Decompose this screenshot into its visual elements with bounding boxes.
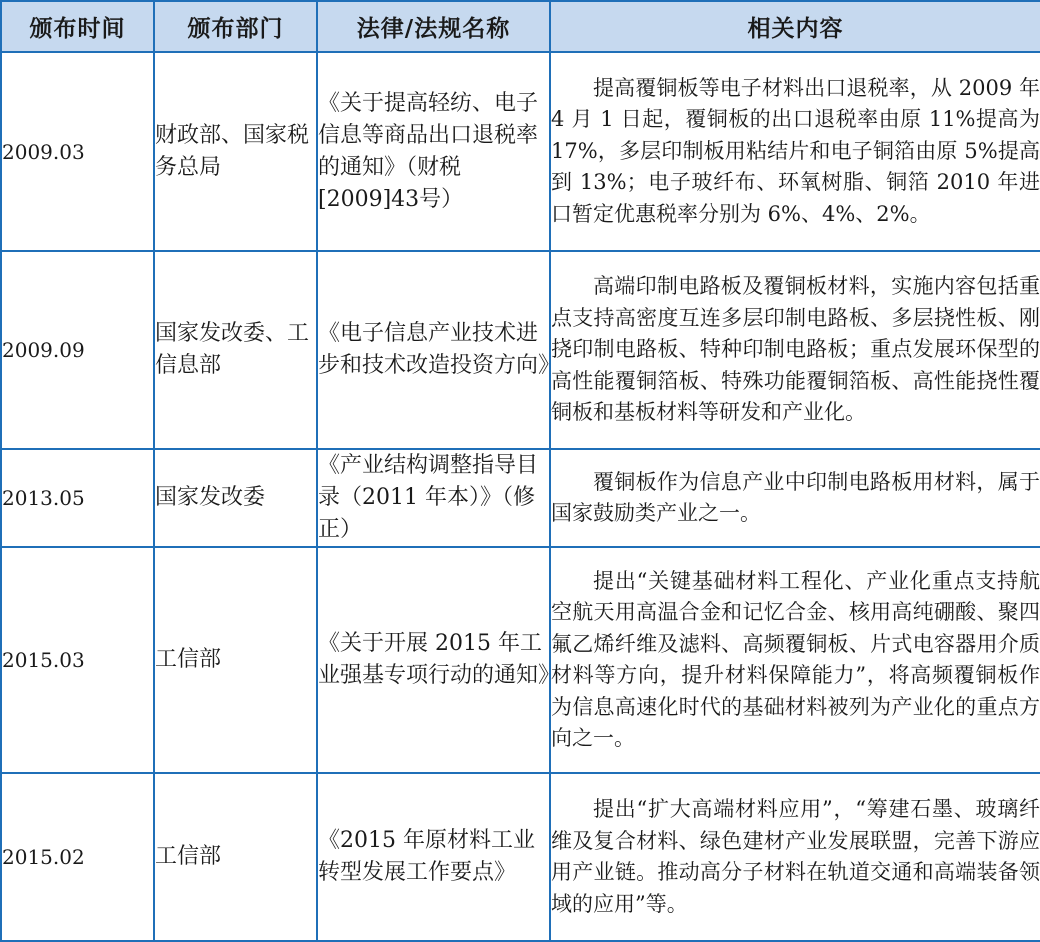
table-row [1,773,1040,941]
header-dept: 颁布部门 [154,1,317,52]
cell-content: 提出“扩大高端材料应用”，“筹建石墨、玻璃纤维及复合材料、绿色建材产业发展联盟，完善下游应用产业链。推动高分子材料在轨道交通和高端装备领域的应用”等。 [550,773,1040,941]
cell-dept: 财政部、国家税务总局 [154,52,317,251]
cell-date: 2009.03 [1,52,154,251]
cell-date: 2009.09 [1,251,154,449]
cell-date: 2015.03 [1,547,154,773]
table-row [1,449,1040,547]
header-content: 相关内容 [550,1,1040,52]
table-row [1,251,1040,449]
cell-content: 提高覆铜板等电子材料出口退税率，从 2009 年 4 月 1 日起，覆铜板的出口退税率由原 11%提高为 17%，多层印制板用粘结片和电子铜箔由原 5%提高到 13%；电子玻纤布、环氧树脂、铜箔 2010 年进口暂定优惠税率分别为 6%、4%、2%。 [550,52,1040,251]
cell-dept: 工信部 [154,547,317,773]
cell-law: 《关于提高轻纺、电子信息等商品出口退税率的通知》（财税[2009]43号） [317,52,550,251]
table-header-row [1,1,1040,52]
cell-law: 《2015 年原材料工业转型发展工作要点》 [317,773,550,941]
table-row [1,547,1040,773]
cell-law: 《产业结构调整指导目录（2011 年本）》（修正） [317,449,550,547]
cell-law: 《关于开展 2015 年工业强基专项行动的通知》 [317,547,550,773]
cell-dept: 国家发改委 [154,449,317,547]
cell-content: 覆铜板作为信息产业中印制电路板用材料，属于国家鼓励类产业之一。 [550,449,1040,547]
header-law: 法律/法规名称 [317,1,550,52]
cell-dept: 国家发改委、工信息部 [154,251,317,449]
cell-dept: 工信部 [154,773,317,941]
cell-law: 《电子信息产业技术进步和技术改造投资方向》 [317,251,550,449]
header-date: 颁布时间 [1,1,154,52]
cell-content: 提出“关键基础材料工程化、产业化重点支持航空航天用高温合金和记忆合金、核用高纯硼酸、聚四氟乙烯纤维及滤料、高频覆铜板、片式电容器用介质材料等方向，提升材料保障能力”，将高频覆铜板作为信息高速化时代的基础材料被列为产业化的重点方向之一。 [550,547,1040,773]
cell-content: 高端印制电路板及覆铜板材料，实施内容包括重点支持高密度互连多层印制电路板、多层挠性板、刚挠印制电路板、特种印制电路板；重点发展环保型的高性能覆铜箔板、特殊功能覆铜箔板、高性能挠性覆铜板和基板材料等研发和产业化。 [550,251,1040,449]
cell-date: 2013.05 [1,449,154,547]
table-row [1,52,1040,251]
cell-date: 2015.02 [1,773,154,941]
